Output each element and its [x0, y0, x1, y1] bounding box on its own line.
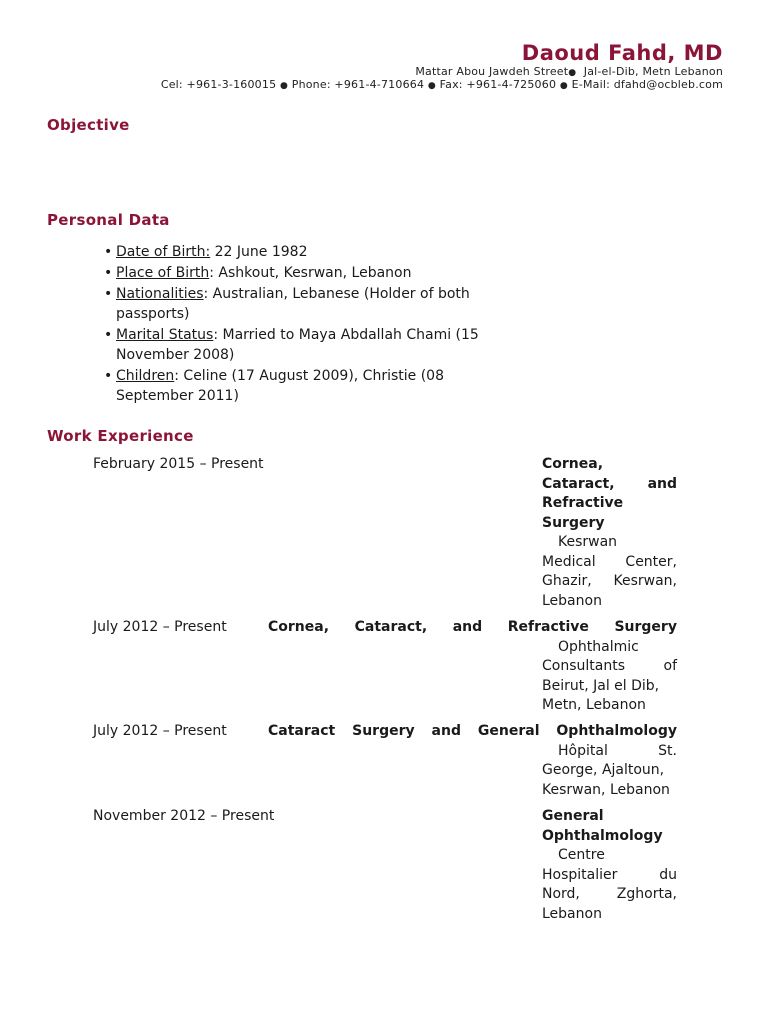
bullet-icon: ● [279, 81, 289, 91]
job-details: Cornea, Cataract, and Refractive Surgery Kesrwan Medical Center, Ghazir, Kesrwan, Lebanon [542, 456, 677, 609]
list-item: • Children: Celine (17 August 2009), Christie (08 September 2011) [104, 368, 444, 404]
bullet-icon: • [104, 286, 113, 302]
job-details: General Ophthalmology Centre Hospitalier du Nord, Zghorta, Lebanon [542, 808, 677, 922]
cel: Cel: +961-3-160015 [160, 78, 277, 91]
phone: Phone: +961-4-710664 [291, 78, 425, 91]
section-personal-data: Personal Data [47, 211, 170, 229]
cv-header [161, 40, 723, 92]
list-item: • Place of Birth: Ashkout, Kesrwan, Lebanon [104, 265, 412, 281]
fax: Fax: +961-4-725060 [439, 78, 557, 91]
bullet-icon: • [104, 244, 113, 260]
bullet-icon: • [104, 327, 113, 343]
email: E-Mail: dfahd@ocbleb.com [571, 78, 723, 91]
job-place: Hôpital St. George, Ajaltoun, Kesrwan, Lebanon [542, 742, 677, 798]
list-item: • Date of Birth: 22 June 1982 [104, 244, 308, 260]
city: Jal-el-Dib, Metn Lebanon [583, 65, 723, 78]
bullet-icon: • [104, 265, 113, 281]
contact-line [161, 79, 723, 92]
candidate-name: Daoud Fahd, MD [521, 41, 723, 65]
job-date: November 2012 – Present [93, 808, 275, 824]
street: Mattar Abou Jawdeh Street [415, 65, 569, 78]
section-objective: Objective [47, 116, 130, 134]
job-title: Cataract Surgery and General Ophthalmology [268, 723, 677, 739]
job-place: Ophthalmic Consultants of Beirut, Jal el Dib, Metn, Lebanon [542, 638, 677, 713]
job-date: February 2015 – Present [93, 456, 264, 472]
bullet-icon: ● [568, 68, 577, 78]
personal-data-list [92, 242, 492, 407]
list-item: • Marital Status: Married to Maya Abdallah Chami (15 November 2008) [104, 327, 479, 363]
job-date: July 2012 – Present [93, 619, 227, 635]
job-date: July 2012 – Present [93, 723, 227, 739]
bullet-icon: ● [427, 81, 436, 91]
bullet-icon: ● [559, 81, 568, 91]
section-work-experience: Work Experience [47, 427, 194, 445]
list-item: • Nationalities: Australian, Lebanese (Holder of both passports) [104, 286, 470, 322]
bullet-icon: • [104, 368, 113, 384]
job-title: Cornea, Cataract, and Refractive Surgery [268, 619, 677, 635]
